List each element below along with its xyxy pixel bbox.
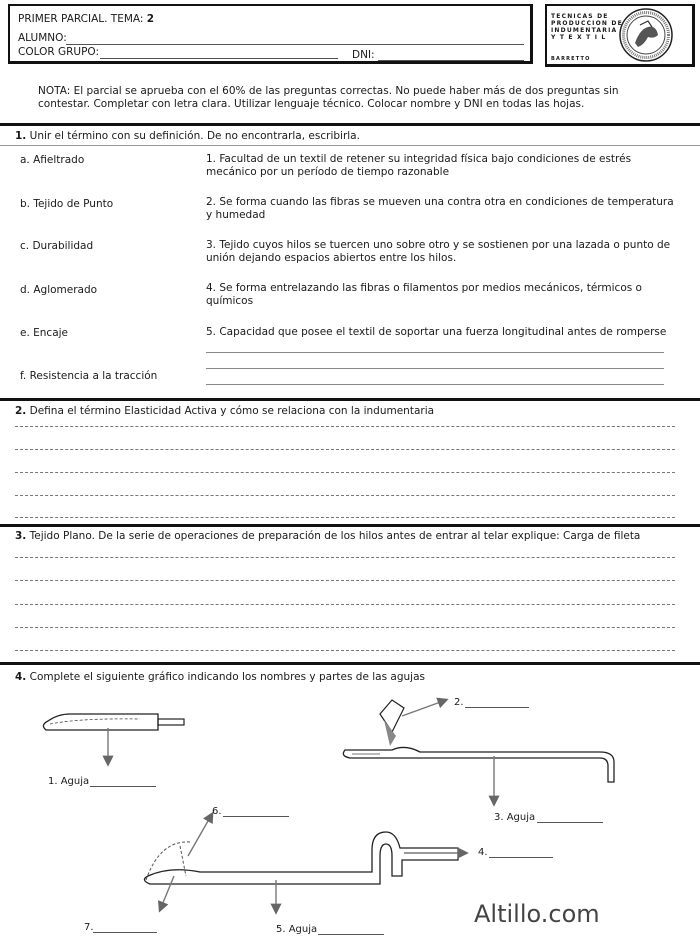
definition-2: 2. Se forma cuando las fibras se mueven una contra otra en condiciones de temperatura y humedad [206,196,674,221]
q4-title: 4. Complete el siguiente gráfico indicando los nombres y partes de las agujas [15,671,425,683]
definition-6-line[interactable] [206,384,664,385]
section-divider [0,524,700,527]
alumno-field[interactable] [66,44,524,45]
term-f: f. Resistencia a la tracción [20,370,158,382]
answer-line[interactable] [15,495,675,496]
definition-6-line[interactable] [206,352,664,353]
answer-line[interactable] [15,449,675,450]
term-c: c. Durabilidad [20,240,94,252]
dni-label: DNI: [352,49,375,61]
logo-author: BARRETTO [551,56,591,62]
section-divider [0,398,700,401]
label-needle-5-blank[interactable] [318,934,384,935]
q2-title: 2. Defina el término Elasticidad Activa y cómo se relaciona con la indumentaria [15,405,435,417]
section-divider [0,123,700,126]
term-e: e. Encaje [20,327,69,339]
color-grupo-label: COLOR GRUPO: [18,46,100,58]
alumno-label: ALUMNO: [18,32,67,44]
answer-line[interactable] [15,517,675,518]
watermark: Altillo.com [474,900,600,928]
q1-title: 1. Unir el término con su definición. De no encontrarla, escribirla. [15,130,360,142]
needle-1-drawing [43,714,184,764]
definition-1: 1. Facultad de un textil de retener su integridad física bajo condiciones de estrés mecánico por un período de tiempo razonable [206,153,632,178]
label-part-7-blank[interactable] [93,932,157,933]
label-part-6-blank[interactable] [223,816,289,817]
term-b: b. Tejido de Punto [20,198,114,210]
label-part-2-blank[interactable] [465,707,529,708]
term-a: a. Afieltrado [20,154,85,166]
definition-3: 3. Tejido cuyos hilos se tuercen uno sobre otro y se sostienen por una lazada o punto de unión dejando espacios abiertos entre los hilos. [206,239,671,264]
section-divider [0,662,700,665]
logo-title: TECNICAS DE PRODUCCION DE INDUMENTARIA Y T E X T I L [551,13,623,41]
label-needle-1-blank[interactable] [90,786,156,787]
label-part-4: 4. [478,847,488,858]
nota-text: NOTA: El parcial se aprueba con el 60% de las preguntas correctas. No puede haber más de dos preguntas sin contestar. Completar con letra clara. Utilizar lenguaje técnico. Colocar nombre y DNI en todas las hojas. [38,85,619,110]
university-seal-icon [618,7,674,63]
term-d: d. Aglomerado [20,284,98,296]
label-part-4-blank[interactable] [489,857,553,858]
definition-4: 4. Se forma entrelazando las fibras o filamentos por medios mecánicos, térmicos o químicos [206,282,642,307]
q3-title: 3. Tejido Plano. De la serie de operaciones de preparación de los hilos antes de entrar al telar explique: Carga de fileta [15,530,641,542]
dni-field[interactable] [378,60,524,61]
definition-5: 5. Capacidad que posee el textil de soportar una fuerza longitudinal antes de romperse [206,326,667,338]
answer-line[interactable] [15,650,675,651]
answer-line[interactable] [15,426,675,427]
label-needle-1: 1. Aguja [48,776,90,787]
answer-line[interactable] [15,557,675,558]
exam-title: PRIMER PARCIAL. TEMA: 2 [18,13,155,25]
label-needle-3-blank[interactable] [537,822,603,823]
definition-6-line[interactable] [206,368,664,369]
needle-5-drawing [144,814,466,912]
label-needle-5: 5. Aguja [276,924,318,935]
label-part-2: 2. [454,697,464,708]
label-part-6: 6. [212,806,222,817]
label-needle-3: 3. Aguja [494,812,536,823]
tema-number: 2 [146,13,155,25]
label-part-7: 7. [84,922,94,933]
needle-3-drawing [343,700,614,804]
q1-divider [0,145,700,146]
answer-line[interactable] [15,604,675,605]
answer-line[interactable] [15,627,675,628]
answer-line[interactable] [15,472,675,473]
answer-line[interactable] [15,580,675,581]
color-grupo-field[interactable] [100,58,338,59]
